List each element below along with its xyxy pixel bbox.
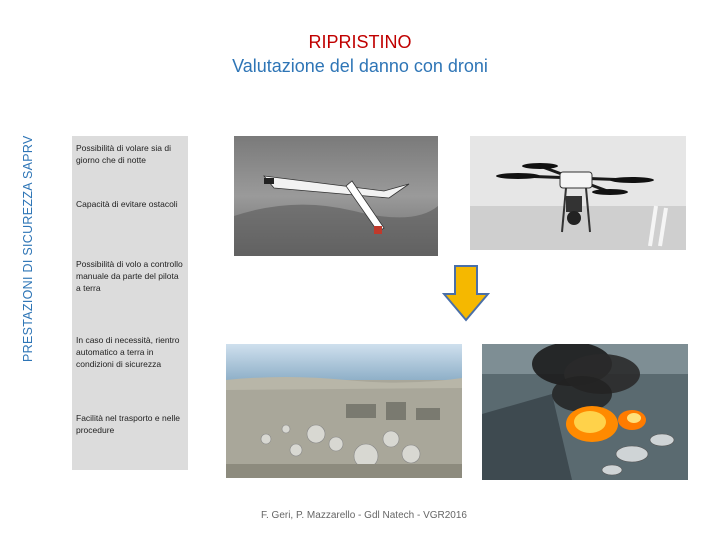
feature-card bbox=[72, 328, 188, 406]
feature-card bbox=[72, 252, 188, 328]
side-label: PRESTAZIONI DI SICUREZZA SAPRV bbox=[21, 135, 35, 362]
feature-text: Possibilità di volo a controllo manuale da parte del pilota a terra bbox=[76, 259, 183, 293]
quadcopter-drone-image bbox=[470, 136, 686, 250]
feature-card bbox=[72, 190, 188, 252]
title-line-1: RIPRISTINO bbox=[308, 32, 412, 52]
footer-credit: F. Geri, P. Mazzarello - Gdl Natech - VGR2016 bbox=[260, 510, 467, 521]
feature-card bbox=[72, 406, 188, 470]
feature-text: Capacità di evitare ostacoli bbox=[76, 199, 178, 209]
title-line-2: Valutazione del danno con droni bbox=[232, 56, 488, 76]
down-arrow-icon bbox=[442, 264, 490, 322]
feature-text: Facilità nel trasporto e nelle procedure bbox=[76, 413, 180, 435]
refinery-aerial-image bbox=[226, 344, 462, 478]
feature-text: In caso di necessità, rientro automatico a terra in condizioni di sicurezza bbox=[76, 335, 180, 369]
slide-title bbox=[150, 30, 570, 78]
feature-text: Possibilità di volare sia di giorno che di notte bbox=[76, 143, 171, 165]
refinery-fire-image bbox=[482, 344, 688, 480]
feature-card bbox=[72, 136, 188, 190]
fixed-wing-drone-image bbox=[234, 136, 438, 256]
